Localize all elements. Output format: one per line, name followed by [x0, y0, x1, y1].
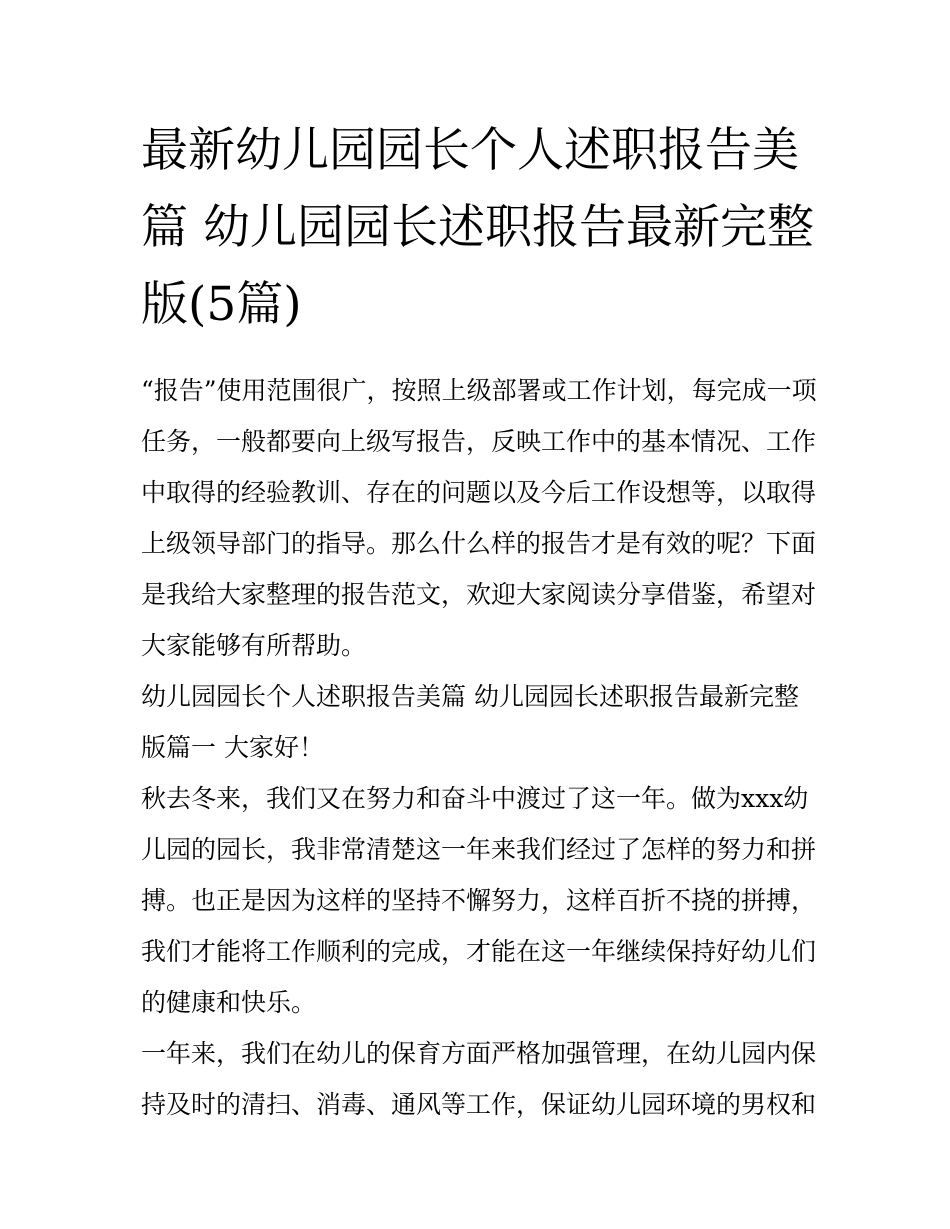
paragraph-opening: 秋去冬来，我们又在努力和奋斗中渡过了这一年。做为xxx幼儿园的园长，我非常清楚这一年来我们经过了怎样的努力和拼搏。也正是因为这样的坚持不懈努力，这样百折不挠的拼搏，我们才能将工作顺利的完成，才能在这一年继续保持好幼儿们的健康和快乐。: [141, 784, 817, 1017]
document-body: [141, 365, 821, 1130]
paragraph-section-heading: 幼儿园园长个人述职报告美篇 幼儿园园长述职报告最新完整版篇一 大家好！: [141, 682, 799, 762]
paragraph-intro: “报告”使用范围很广，按照上级部署或工作计划，每完成一项任务，一般都要向上级写报告，反映工作中的基本情况、工作中取得的经验教训、存在的问题以及今后工作设想等，以取得上级领导部门的指导。那么什么样的报告才是有效的呢？下面是我给大家整理的报告范文，欢迎大家阅读分享借鉴，希望对大家能够有所帮助。: [141, 376, 817, 660]
paragraph-care: 一年来，我们在幼儿的保育方面严格加强管理，在幼儿园内保持及时的清扫、消毒、通风等工作，保证幼儿园环境的男权和: [141, 1039, 817, 1119]
document-title: 最新幼儿园园长个人述职报告美篇 幼儿园园长述职报告最新完整版(5篇): [141, 123, 814, 332]
document-content: [141, 112, 821, 1130]
